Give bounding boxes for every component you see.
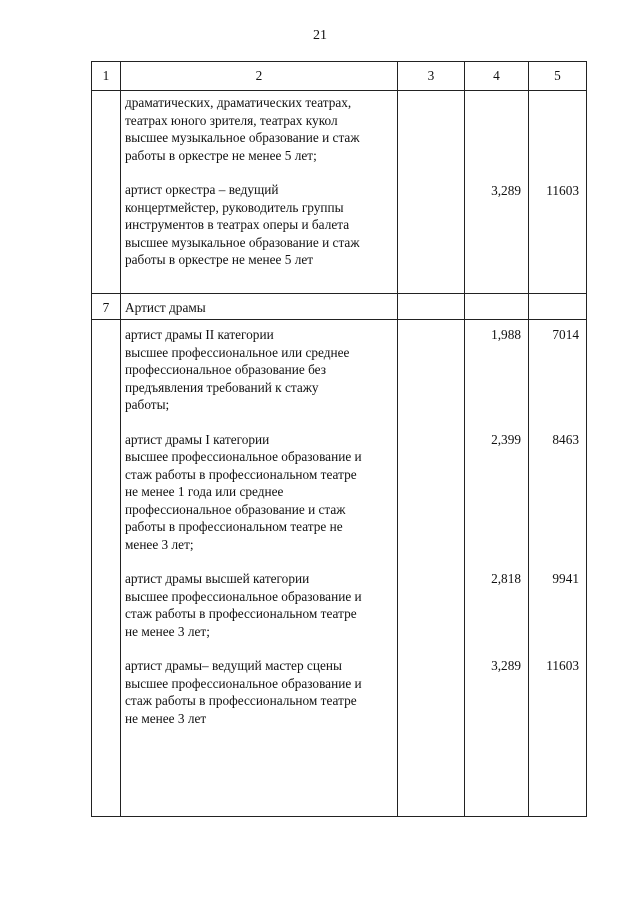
page-number: 21: [313, 28, 327, 43]
coefficient-value: 2,399: [491, 431, 521, 447]
salary-cell: [529, 320, 587, 817]
table-row-continuation: [92, 91, 587, 294]
column-3-cell: [398, 294, 465, 320]
row-number-cell: [92, 320, 121, 817]
section-number-cell: 7: [92, 294, 121, 320]
entry-text: артист драмы– ведущий мастер сцены высшее профессиональное образование и стаж работы в профессиональном театре не менее 3 лет: [125, 658, 362, 726]
coefficient-cell: [465, 320, 529, 817]
header-cell-5: 5: [529, 62, 587, 91]
entry-text: артист драмы II категории высшее профессиональное или среднее профессиональное образование без предъявления требований к стажу работы;: [125, 327, 350, 412]
table-row-section-entries: [92, 320, 587, 817]
header-cell-1: 1: [92, 62, 121, 91]
salary-cell: [529, 91, 587, 294]
table-header-row: [92, 62, 587, 91]
header-cell-4: 4: [465, 62, 529, 91]
column-3-cell: [398, 91, 465, 294]
column-5-cell: [529, 294, 587, 320]
salary-value: 9941: [552, 571, 579, 586]
entry-text: артист драмы высшей категории высшее профессиональное образование и стаж работы в профессиональном театре не менее 3 лет;: [125, 571, 362, 639]
entry-text: артист оркестра – ведущий концертмейстер, руководитель группы инструментов в театрах оперы и балета высшее музыкальное образование и стаж работы в оркестре не менее 5 лет: [125, 182, 360, 267]
salary-value: 11603: [546, 183, 579, 198]
salary-value: 11603: [546, 657, 579, 673]
header-cell-2: 2: [121, 62, 398, 91]
coefficient-cell: [465, 91, 529, 294]
description-cell: [121, 91, 398, 294]
table-row-section-title: [92, 294, 587, 320]
column-3-cell: [398, 320, 465, 817]
row-number-cell: [92, 91, 121, 294]
salary-table: [91, 61, 587, 817]
coefficient-value: 3,289: [491, 657, 521, 673]
coefficient-value: 1,988: [491, 327, 521, 342]
coefficient-value: 2,818: [491, 571, 521, 586]
entry-text: артист драмы I категории высшее профессиональное образование и стаж работы в профессиональном театре не менее 1 года или среднее профессиональное образование и стаж работы в профессиональном театре не менее 3 лет;: [125, 431, 362, 552]
coefficient-value: 3,289: [491, 183, 521, 198]
salary-value: 7014: [552, 327, 579, 342]
salary-value: 8463: [552, 431, 579, 447]
column-4-cell: [465, 294, 529, 320]
entry-text: драматических, драматических театрах, театрах юного зрителя, театрах кукол высшее музыкальное образование и стаж работы в оркестре не менее 5 лет;: [125, 95, 360, 163]
description-cell: [121, 320, 398, 817]
section-title-cell: Артист драмы: [121, 294, 398, 320]
header-cell-3: 3: [398, 62, 465, 91]
